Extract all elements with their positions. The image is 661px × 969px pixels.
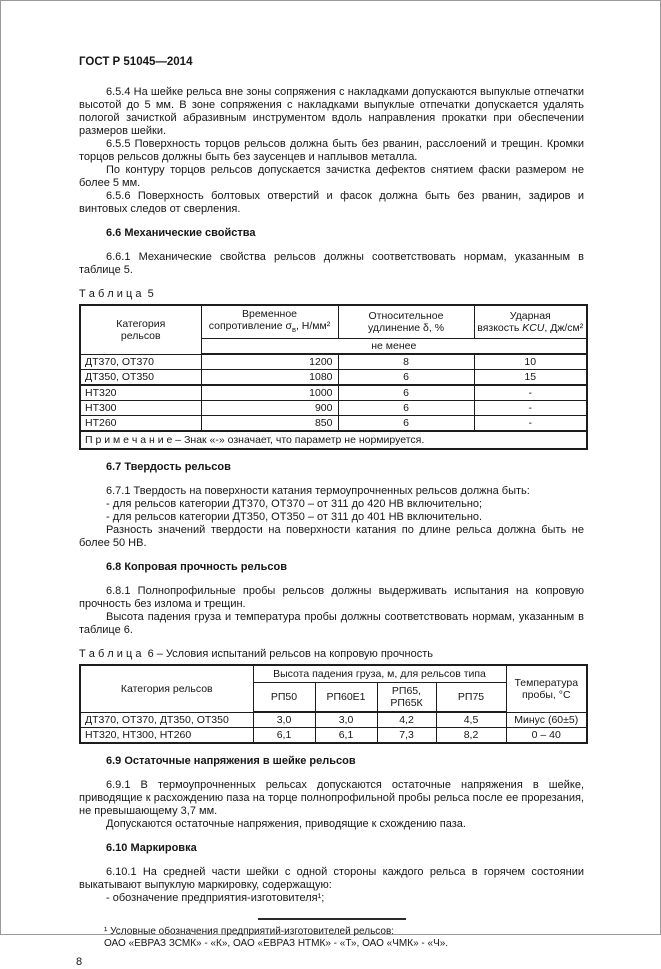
table5-header-strength-line2 — [204, 320, 336, 336]
cell-toughness: - — [474, 385, 587, 401]
cell-rp60e1: 6,1 — [315, 728, 377, 744]
footnote-line1: ¹ Условные обозначения предприятий-изготовителей рельсов: — [104, 925, 395, 937]
table5-header-toughness-line2 — [477, 322, 585, 334]
table-6 — [79, 664, 588, 744]
table5-header-elongation-line1: Относительное — [368, 310, 444, 323]
cell-category: НТ320 — [80, 385, 201, 401]
table-row — [80, 416, 587, 432]
paragraph-6-6-1: 6.6.1 Механические свойства рельсов должны соответствовать нормам, указанным в таблице 5. — [79, 251, 584, 276]
paragraph-6-10-1: 6.10.1 На средней части шейки с одной стороны каждого рельса в горячем состоянии выкатывают выпуклую маркировку, содержащую: — [79, 866, 584, 892]
page-number: 8 — [76, 955, 83, 968]
cell-strength: 1200 — [201, 354, 338, 370]
cell-category: ДТ350, ОТ350 — [80, 370, 201, 386]
table6-header-rp60e1: РП60Е1 — [315, 683, 377, 713]
table6-header-rp75: РП75 — [436, 683, 506, 713]
cell-category: НТ320, НТ300, НТ260 — [80, 728, 253, 744]
cell-temperature: Минус (60±5) — [506, 712, 587, 728]
table6-header-rp50: РП50 — [253, 683, 315, 713]
cell-rp50: 3,0 — [253, 712, 315, 728]
cell-toughness: - — [474, 401, 587, 416]
table5-note — [80, 431, 587, 449]
section-heading-6-8: 6.8 Копровая прочность рельсов — [106, 561, 287, 574]
table-row — [80, 370, 587, 386]
paragraph-6-8-1-cont: Высота падения груза и температура пробы должны соответствовать нормам, указанным в таблице 6. — [79, 611, 584, 637]
table-row — [80, 728, 587, 744]
table6-header-row1 — [80, 665, 587, 683]
paragraph-6-5-5: 6.5.5 Поверхность торцов рельсов должна быть без рванин, расслоений и трещин. Кромки торцов рельсов должны быть без заусенцев и наплывов металла. — [79, 138, 584, 163]
paragraph-6-7-1: 6.7.1 Твердость на поверхности катания термоупрочненных рельсов должна быть: — [106, 485, 530, 498]
table-5-label: Т а б л и ц а 5 — [79, 288, 154, 300]
paragraph-6-7-1-cont: Разность значений твердости на поверхности катания по длине рельса должна быть не более 50 НВ. — [79, 524, 584, 550]
cell-strength: 850 — [201, 416, 338, 432]
cell-toughness: - — [474, 416, 587, 432]
cell-temperature: 0 – 40 — [506, 728, 587, 744]
paragraph-6-5-5-cont: По контуру торцов рельсов допускается зачистка дефектов снятием фаски размером не более 5 мм. — [79, 164, 584, 189]
footnote — [104, 926, 584, 951]
table5-header-elongation — [338, 305, 474, 339]
cell-toughness: 10 — [474, 354, 587, 370]
paragraph-6-10-1-item1: - обозначение предприятия-изготовителя¹; — [106, 892, 325, 905]
cell-strength: 1080 — [201, 370, 338, 386]
section-heading-6-6: 6.6 Механические свойства — [106, 227, 256, 239]
paragraph-6-8-1: 6.8.1 Полнопрофильные пробы рельсов должны выдерживать испытания на копровую прочность без излома и трещин. — [79, 585, 584, 611]
cell-rp75: 4,5 — [436, 712, 506, 728]
table5-header-strength-line1: Временное — [241, 308, 298, 320]
cell-elongation: 6 — [338, 401, 474, 416]
cell-elongation: 6 — [338, 370, 474, 386]
cell-rp75: 8,2 — [436, 728, 506, 744]
cell-rp65: 4,2 — [377, 712, 436, 728]
table5-header-category — [80, 305, 201, 354]
paragraph-6-7-1-item2: - для рельсов категории ДТ350, ОТ350 – от 311 до 401 НВ включительно. — [106, 511, 483, 524]
table-6-label — [79, 648, 584, 661]
table5-header-strength — [201, 305, 338, 339]
cell-elongation: 8 — [338, 354, 474, 370]
table-row — [80, 712, 587, 728]
footnote-divider — [258, 918, 406, 920]
paragraph-6-9-1: 6.9.1 В термоупрочненных рельсах допускаются остаточные напряжения в шейке, приводящие к расхождению паза на торце полнопрофильной пробы рельса после ее прорезания, не превышающему 3,7 мм. — [79, 779, 584, 818]
table6-label-title: – Условия испытаний рельсов на копровую прочность — [153, 648, 433, 661]
table5-note-row — [80, 431, 587, 449]
section-heading-6-7: 6.7 Твердость рельсов — [106, 461, 231, 474]
table5-header-elongation-line2: удлинение δ, % — [367, 322, 445, 335]
table-5 — [79, 304, 588, 450]
cell-strength: 1000 — [201, 385, 338, 401]
table5-header-category-text: Категория рельсов — [116, 317, 166, 342]
toughness-pre: вязкость — [477, 322, 523, 335]
cell-category: ДТ370, ОТ370, ДТ350, ОТ350 — [80, 712, 253, 728]
table6-header-category: Категория рельсов — [80, 665, 253, 712]
paragraph-6-5-4: 6.5.4 На шейке рельса вне зоны сопряжения с накладками допускаются выпуклые отпечатки высотой до 5 мм. В зоне сопряжения с накладками выпуклые отпечатки допускается удалять пологой зачисткой абразивным инструментом вдоль направления прокатки при обеспечении размеров шейки. — [79, 86, 584, 137]
cell-toughness: 15 — [474, 370, 587, 386]
section-heading-6-10: 6.10 Маркировка — [106, 842, 197, 855]
section-heading-6-9: 6.9 Остаточные напряжения в шейке рельсов — [106, 755, 356, 768]
table5-header-row — [80, 305, 587, 339]
cell-rp50: 6,1 — [253, 728, 315, 744]
paragraph-6-7-1-item1: - для рельсов категории ДТ370, ОТ370 – от 311 до 420 НВ включительно; — [106, 498, 483, 511]
table6-header-temperature: Температура пробы, °С — [506, 665, 587, 712]
table5-header-toughness — [474, 305, 587, 339]
paragraph-6-5-6: 6.5.6 Поверхность болтовых отверстий и фасок должна быть без рванин, задиров и винтовых следов от сверления. — [79, 190, 584, 215]
cell-elongation: 6 — [338, 416, 474, 432]
strength-symbol-sub: в — [291, 325, 296, 335]
cell-elongation: 6 — [338, 385, 474, 401]
table6-header-rp65: РП65, РП65К — [377, 683, 436, 713]
table5-subheader-ne-menee: не менее — [201, 339, 587, 355]
table-row — [80, 401, 587, 416]
paragraph-6-9-1-cont: Допускаются остаточные напряжения, приводящие к схождению паза. — [106, 818, 466, 831]
table-row — [80, 385, 587, 401]
cell-category: ДТ370, ОТ370 — [80, 354, 201, 370]
cell-rp60e1: 3,0 — [315, 712, 377, 728]
note-label: П р и м е ч а н и е — [85, 434, 173, 447]
cell-category: НТ300 — [80, 401, 201, 416]
footnote-line2: ОАО «ЕВРАЗ ЗСМК» - «К», ОАО «ЕВРАЗ НТМК» - «Т», ОАО «ЧМК» - «Ч». — [104, 938, 449, 950]
cell-strength: 900 — [201, 401, 338, 416]
cell-category: НТ260 — [80, 416, 201, 432]
strength-symbol-pre: сопротивление σ — [208, 320, 292, 332]
strength-unit: , Н/мм² — [295, 320, 331, 332]
table6-header-drop-height-group: Высота падения груза, м, для рельсов типа — [253, 665, 506, 683]
note-text: – Знак «-» означает, что параметр не нормируется. — [172, 434, 425, 447]
table5-header-toughness-line1: Ударная — [509, 310, 551, 323]
document-header: ГОСТ Р 51045—2014 — [79, 56, 193, 68]
table6-label-num: Т а б л и ц а 6 — [79, 648, 154, 661]
table-row — [80, 354, 587, 370]
toughness-kcu: KCU — [522, 322, 545, 335]
cell-rp65: 7,3 — [377, 728, 436, 744]
toughness-unit: , Дж/см² — [544, 322, 584, 335]
